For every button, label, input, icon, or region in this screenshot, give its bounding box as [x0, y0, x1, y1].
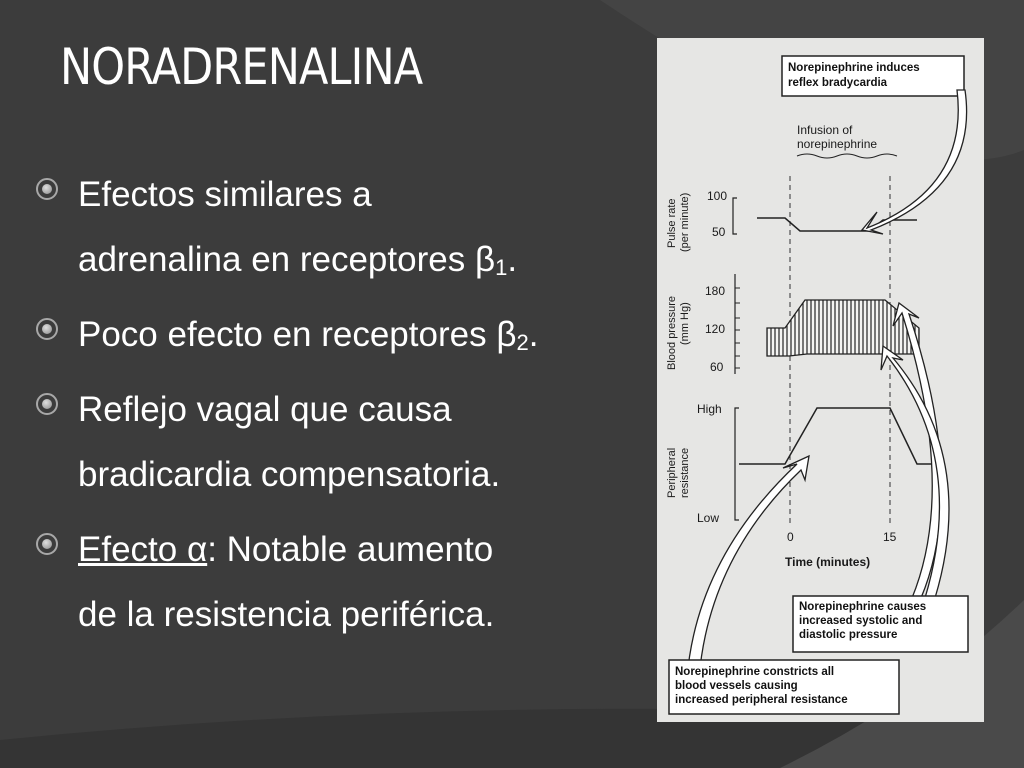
- bullet-circle-icon: [36, 393, 58, 415]
- bullet-list: [36, 162, 646, 657]
- blood-pressure-panel: [666, 274, 919, 374]
- bp-axis-label: (mm Hg): [679, 302, 691, 345]
- callout-top-line: reflex bradycardia: [788, 77, 888, 89]
- bullet-text-line: Efecto α: Notable aumento: [78, 530, 494, 569]
- slide-title: NORADRENALINA: [60, 38, 423, 96]
- time-axis-label: Time (minutes): [785, 555, 871, 569]
- callout-top-line: Norepinephrine induces: [788, 62, 920, 74]
- bp-tick: 180: [705, 284, 726, 298]
- bullet-item: [36, 377, 646, 507]
- infusion-label: norepinephrine: [797, 137, 878, 151]
- figure-svg: [657, 38, 984, 722]
- bullet-text-line: adrenalina en receptores $\beta_1$.: [78, 240, 518, 280]
- time-tick: 0: [787, 530, 794, 544]
- bullet-item: [36, 517, 646, 647]
- pulse-tick: 50: [712, 225, 726, 239]
- pulse-tick: 100: [707, 189, 728, 203]
- bullet-text-line: bradicardia compensatoria.: [78, 455, 501, 494]
- callout-pressure-line: diastolic pressure: [799, 629, 898, 641]
- bullet-text-line: de la resistencia periférica.: [78, 595, 495, 634]
- resistance-tick: Low: [697, 511, 720, 525]
- bullet-text-line: Poco efecto en receptores $\beta_2$.: [78, 315, 539, 355]
- arrow-pressure-2: [881, 346, 949, 598]
- infusion-label: Infusion of: [797, 123, 853, 137]
- pulse-axis-label: (per minute): [679, 192, 691, 252]
- bp-axis-label: Blood pressure: [666, 296, 678, 370]
- pulse-axis-label: Pulse rate: [666, 198, 678, 248]
- bullet-item: [36, 302, 646, 367]
- beta-symbol: β: [474, 240, 496, 279]
- blood-pressure-band: [767, 300, 919, 356]
- resistance-axis-label: Peripheral: [666, 447, 678, 498]
- callout-resistance-line: blood vessels causing: [675, 680, 798, 692]
- beta-symbol: β: [496, 315, 517, 354]
- bullet-circle-icon: [36, 178, 58, 200]
- callout-resistance-line: increased peripheral resistance: [675, 694, 848, 706]
- bullet-circle-icon: [36, 533, 58, 555]
- bullet-text-line: Reflejo vagal que causa: [78, 390, 452, 429]
- bullet-circle-icon: [36, 318, 58, 340]
- time-tick: 15: [883, 530, 897, 544]
- callout-pressure-line: Norepinephrine causes: [799, 601, 927, 613]
- resistance-tick: High: [697, 402, 722, 416]
- bullet-item: [36, 162, 646, 292]
- norepinephrine-figure: [657, 38, 984, 722]
- callout-resistance-line: Norepinephrine constricts all: [675, 666, 835, 678]
- alpha-effect-term: Efecto α: [78, 530, 208, 569]
- bp-tick: 60: [710, 360, 724, 374]
- bullet-text-line: Efectos similares a: [78, 175, 372, 214]
- pulse-rate-panel: [666, 189, 917, 252]
- resistance-curve: [739, 408, 932, 464]
- resistance-axis-label: resistance: [679, 447, 691, 498]
- bp-tick: 120: [705, 322, 726, 336]
- arrow-bradycardia: [862, 90, 967, 234]
- callout-pressure-line: increased systolic and: [799, 615, 923, 627]
